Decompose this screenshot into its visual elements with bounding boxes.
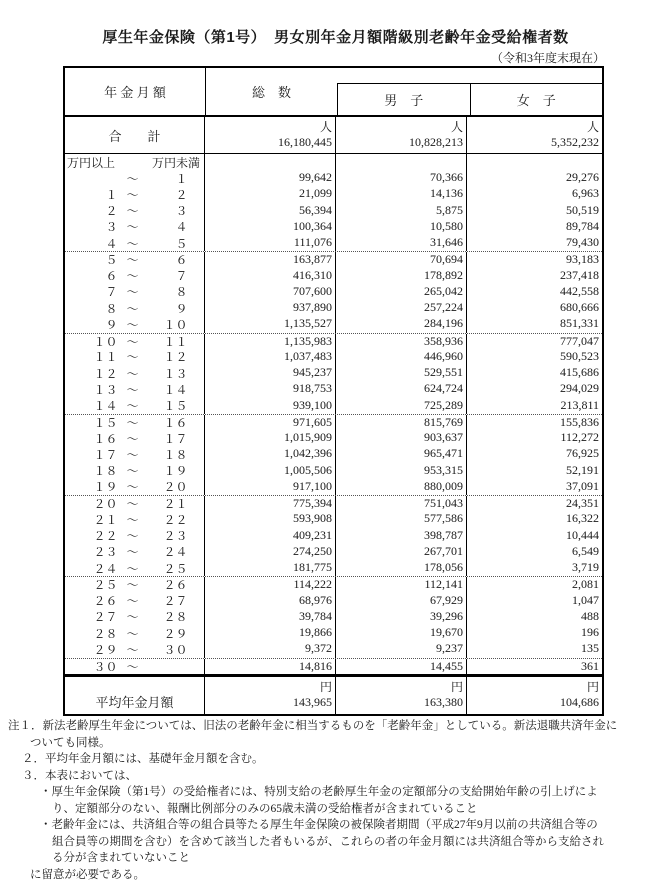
range-units-label: [65, 154, 205, 170]
tilde-separator: ～: [118, 170, 148, 187]
tilde-separator: ～: [118, 414, 148, 431]
range-cell: [65, 203, 205, 219]
total-count-cell: 917,100: [205, 479, 336, 495]
range-upper-value: ２１: [148, 495, 188, 512]
range-lower-value: １１: [82, 348, 118, 365]
range-cell: [65, 170, 205, 186]
tilde-separator: ～: [118, 430, 148, 447]
footnote-line: 注１．新法老齢厚生年金については、旧法の老齢年金に相当するものを「老齢年金」としている。新法退職共済年金に: [0, 718, 660, 735]
female-count-cell: 24,351: [467, 496, 602, 511]
range-upper-value: ９: [148, 300, 188, 317]
column-header-male: 男 子: [338, 84, 471, 115]
grand-total-row: [65, 117, 602, 154]
male-count-cell: 31,646: [336, 235, 467, 251]
table-row: [65, 495, 602, 511]
range-upper-value: １０: [148, 316, 188, 333]
range-cell: [65, 268, 205, 284]
range-cell: [65, 544, 205, 560]
table-header-right-area: [206, 68, 602, 115]
table-row: [65, 511, 602, 527]
total-count-cell: 163,877: [205, 252, 336, 267]
table-header-row: [65, 68, 602, 117]
tilde-separator: ～: [118, 495, 148, 512]
range-lower-value: １７: [82, 446, 118, 463]
range-upper-value: １: [148, 170, 188, 187]
male-count-cell: 725,289: [336, 398, 467, 414]
female-count-cell: 213,811: [467, 398, 602, 414]
female-count-cell: 1,047: [467, 593, 602, 609]
range-lower-value: ２６: [82, 592, 118, 609]
unit-persons: 人: [320, 120, 332, 135]
footnote-line: ついても同様。: [0, 735, 660, 752]
tilde-separator: ～: [118, 608, 148, 625]
footnote-line: に留意が必要である。: [0, 867, 660, 883]
tilde-separator: ～: [118, 560, 148, 577]
table-row: [65, 186, 602, 202]
tilde-separator: ～: [118, 365, 148, 382]
female-count-cell: 590,523: [467, 349, 602, 365]
table-row: [65, 349, 602, 365]
footnotes: [0, 718, 660, 883]
grand-total-female: [467, 117, 602, 153]
male-count-cell: 10,580: [336, 219, 467, 235]
grand-total-male: [336, 117, 467, 153]
range-cell: [65, 659, 205, 674]
tilde-separator: ～: [118, 658, 148, 675]
female-count-cell: 89,784: [467, 219, 602, 235]
range-cell: [65, 300, 205, 316]
tilde-separator: ～: [118, 462, 148, 479]
range-cell: [65, 235, 205, 251]
range-upper-value: ６: [148, 251, 188, 268]
footnote-line: ３．本表においては、: [0, 768, 660, 785]
female-count-cell: 2,081: [467, 577, 602, 592]
female-count-cell: 79,430: [467, 235, 602, 251]
range-lower-value: ２: [82, 202, 118, 219]
total-count-cell: 21,099: [205, 186, 336, 202]
female-count-cell: 415,686: [467, 365, 602, 381]
unit-yen: 円: [451, 680, 463, 695]
total-count-cell: 918,753: [205, 381, 336, 397]
female-count-cell: 112,272: [467, 430, 602, 446]
table-row: [65, 333, 602, 349]
total-count-cell: 39,784: [205, 609, 336, 625]
range-upper-value: ２２: [148, 511, 188, 528]
range-upper-value: １２: [148, 348, 188, 365]
female-count-cell: 680,666: [467, 300, 602, 316]
tilde-separator: ～: [118, 283, 148, 300]
column-header-pension-amount: 年 金 月 額: [65, 68, 206, 115]
tilde-separator: ～: [118, 202, 148, 219]
range-lower-value: １２: [82, 365, 118, 382]
range-cell: [65, 446, 205, 462]
total-count-cell: 1,005,506: [205, 463, 336, 479]
range-cell: [65, 415, 205, 430]
table-row: [65, 625, 602, 641]
tilde-separator: ～: [118, 267, 148, 284]
range-cell: [65, 186, 205, 202]
as-of-date-label: （令和3年度末現在）: [491, 49, 605, 66]
range-upper-value: ２７: [148, 592, 188, 609]
page-title: 厚生年金保険（第1号） 男女別年金月額階級別老齢年金受給権者数: [0, 26, 671, 47]
table-row: [65, 203, 602, 219]
table-row: [65, 479, 602, 495]
tilde-separator: ～: [118, 218, 148, 235]
total-count-cell: 416,310: [205, 268, 336, 284]
male-count-cell: 14,136: [336, 186, 467, 202]
male-count-cell: 903,637: [336, 430, 467, 446]
male-count-cell: 880,009: [336, 479, 467, 495]
female-count-cell: 50,519: [467, 203, 602, 219]
table-row: [65, 414, 602, 430]
range-cell: [65, 316, 205, 332]
female-count-cell: 16,322: [467, 511, 602, 527]
range-upper-value: ２８: [148, 608, 188, 625]
female-count-cell: 442,558: [467, 284, 602, 300]
range-cell: [65, 365, 205, 381]
range-upper-value: １７: [148, 430, 188, 447]
table-row: [65, 300, 602, 316]
range-lower-value: １５: [82, 414, 118, 431]
footnote-line: 組合員等の期間を含む）を含めて該当した者もいるが、これらの者の年金月額には共済組合等から支給され: [0, 834, 660, 851]
male-count-cell: 5,875: [336, 203, 467, 219]
average-female: [467, 677, 602, 714]
range-upper-value: ２０: [148, 478, 188, 495]
total-count-cell: 939,100: [205, 398, 336, 414]
total-count-cell: 1,042,396: [205, 446, 336, 462]
total-count-cell: 56,394: [205, 203, 336, 219]
tilde-separator: ～: [118, 576, 148, 593]
range-lower-value: １６: [82, 430, 118, 447]
total-count-cell: 1,135,527: [205, 316, 336, 332]
table-body: [65, 170, 602, 674]
range-lower-value: １４: [82, 397, 118, 414]
total-count-cell: 68,976: [205, 593, 336, 609]
range-upper-value: ３０: [148, 641, 188, 658]
range-cell: [65, 641, 205, 657]
range-lower-value: ２７: [82, 608, 118, 625]
footnote-line: ２．平均年金月額には、基礎年金月額を含む。: [0, 751, 660, 768]
range-upper-value: ７: [148, 267, 188, 284]
range-header-spacer: [205, 154, 336, 170]
table-row: [65, 641, 602, 657]
range-upper-value: ２９: [148, 625, 188, 642]
total-count-cell: 1,037,483: [205, 349, 336, 365]
footnote-line: ・老齢年金には、共済組合等の組合員等たる厚生年金保険の被保険者期間（平成27年9月以前の共済組合等の: [0, 817, 660, 834]
range-lower-value: ２３: [82, 543, 118, 560]
table-row: [65, 463, 602, 479]
range-upper-value: ２: [148, 186, 188, 203]
tilde-separator: ～: [118, 251, 148, 268]
female-count-cell: 155,836: [467, 415, 602, 430]
table-row: [65, 398, 602, 414]
table-row: [65, 316, 602, 332]
female-count-cell: 488: [467, 609, 602, 625]
tilde-separator: ～: [118, 333, 148, 350]
range-upper-value: ２５: [148, 560, 188, 577]
female-count-cell: 76,925: [467, 446, 602, 462]
tilde-separator: ～: [118, 186, 148, 203]
footnote-line: ・厚生年金保険（第1号）の受給権者には、特別支給の老齢厚生年金の定額部分の支給開始年齢の引上げによ: [0, 784, 660, 801]
tilde-separator: ～: [118, 235, 148, 252]
table-row: [65, 284, 602, 300]
range-lower-value: １８: [82, 462, 118, 479]
female-count-cell: 196: [467, 625, 602, 641]
table-row: [65, 576, 602, 592]
total-count-cell: 593,908: [205, 511, 336, 527]
range-lower-value: １９: [82, 478, 118, 495]
range-upper-value: １３: [148, 365, 188, 382]
range-header-spacer: [467, 154, 602, 170]
tilde-separator: ～: [118, 543, 148, 560]
range-upper-value: ８: [148, 283, 188, 300]
range-upper-value: ２４: [148, 543, 188, 560]
table-row: [65, 560, 602, 576]
range-upper-unit: 万円未満: [152, 154, 200, 171]
tilde-separator: ～: [118, 527, 148, 544]
total-count-cell: 971,605: [205, 415, 336, 430]
tilde-separator: ～: [118, 592, 148, 609]
unit-persons: 人: [587, 120, 599, 135]
total-count-cell: 409,231: [205, 528, 336, 544]
male-count-cell: 751,043: [336, 496, 467, 511]
range-cell: [65, 398, 205, 414]
range-cell: [65, 219, 205, 235]
range-lower-value: ２０: [82, 495, 118, 512]
table-row: [65, 365, 602, 381]
male-count-cell: 446,960: [336, 349, 467, 365]
range-cell: [65, 430, 205, 446]
male-count-cell: 953,315: [336, 463, 467, 479]
table-row: [65, 381, 602, 397]
range-upper-value: ４: [148, 218, 188, 235]
table-row: [65, 658, 602, 674]
average-row: [65, 674, 602, 714]
male-count-cell: 70,366: [336, 170, 467, 186]
range-lower-value: ２９: [82, 641, 118, 658]
female-count-cell: 6,549: [467, 544, 602, 560]
total-count-cell: 274,250: [205, 544, 336, 560]
tilde-separator: ～: [118, 348, 148, 365]
table-row: [65, 170, 602, 186]
range-cell: [65, 511, 205, 527]
male-count-cell: 398,787: [336, 528, 467, 544]
total-count-cell: 99,642: [205, 170, 336, 186]
male-count-cell: 358,936: [336, 334, 467, 349]
male-count-cell: 67,929: [336, 593, 467, 609]
unit-persons: 人: [451, 120, 463, 135]
grand-total-all-value: 16,180,445: [278, 135, 332, 150]
tilde-separator: ～: [118, 625, 148, 642]
range-cell: [65, 528, 205, 544]
range-upper-value: ５: [148, 235, 188, 252]
range-lower-value: ５: [82, 251, 118, 268]
average-all-value: 143,965: [293, 695, 332, 710]
range-lower-value: ８: [82, 300, 118, 317]
range-upper-value: １８: [148, 446, 188, 463]
range-lower-value: ２１: [82, 511, 118, 528]
female-count-cell: 93,183: [467, 252, 602, 267]
total-count-cell: 14,816: [205, 659, 336, 674]
range-cell: [65, 349, 205, 365]
tilde-separator: ～: [118, 478, 148, 495]
male-count-cell: 815,769: [336, 415, 467, 430]
male-count-cell: 529,551: [336, 365, 467, 381]
total-count-cell: 111,076: [205, 235, 336, 251]
female-count-cell: 361: [467, 659, 602, 674]
total-count-cell: 100,364: [205, 219, 336, 235]
footnote-line: る分が含まれていないこと: [0, 850, 660, 867]
range-lower-value: ２２: [82, 527, 118, 544]
range-lower-value: １: [82, 186, 118, 203]
range-upper-value: １６: [148, 414, 188, 431]
range-upper-value: １１: [148, 333, 188, 350]
tilde-separator: ～: [118, 381, 148, 398]
male-count-cell: 112,141: [336, 577, 467, 592]
table-row: [65, 235, 602, 251]
total-count-cell: 1,135,983: [205, 334, 336, 349]
grand-total-label: 合 計: [65, 117, 205, 153]
grand-total-female-value: 5,352,232: [551, 135, 599, 150]
grand-total-all: [205, 117, 336, 153]
tilde-separator: ～: [118, 300, 148, 317]
tilde-separator: ～: [118, 316, 148, 333]
range-cell: [65, 593, 205, 609]
range-cell: [65, 381, 205, 397]
unit-yen: 円: [587, 680, 599, 695]
average-all: [205, 677, 336, 714]
table-row: [65, 609, 602, 625]
range-lower-unit: 万円以上: [67, 154, 115, 171]
male-count-cell: 965,471: [336, 446, 467, 462]
range-units-row: [65, 154, 602, 170]
male-count-cell: 14,455: [336, 659, 467, 674]
table-row: [65, 430, 602, 446]
unit-yen: 円: [320, 680, 332, 695]
table-row: [65, 251, 602, 267]
male-count-cell: 178,892: [336, 268, 467, 284]
female-count-cell: 52,191: [467, 463, 602, 479]
range-cell: [65, 577, 205, 592]
female-count-cell: 6,963: [467, 186, 602, 202]
average-female-value: 104,686: [560, 695, 599, 710]
range-lower-value: ９: [82, 316, 118, 333]
range-lower-value: １０: [82, 333, 118, 350]
range-upper-value: １５: [148, 397, 188, 414]
total-count-cell: 9,372: [205, 641, 336, 657]
pension-table: [63, 66, 604, 716]
total-count-cell: 937,890: [205, 300, 336, 316]
grand-total-male-value: 10,828,213: [409, 135, 463, 150]
range-cell: [65, 560, 205, 576]
male-count-cell: 265,042: [336, 284, 467, 300]
range-lower-value: ３: [82, 218, 118, 235]
average-male-value: 163,380: [424, 695, 463, 710]
range-cell: [65, 496, 205, 511]
tilde-separator: ～: [118, 446, 148, 463]
range-cell: [65, 252, 205, 267]
range-lower-value: ４: [82, 235, 118, 252]
male-count-cell: 284,196: [336, 316, 467, 332]
female-count-cell: 237,418: [467, 268, 602, 284]
female-count-cell: 777,047: [467, 334, 602, 349]
female-count-cell: 851,331: [467, 316, 602, 332]
range-upper-value: ２６: [148, 576, 188, 593]
total-count-cell: 114,222: [205, 577, 336, 592]
tilde-separator: ～: [118, 397, 148, 414]
female-count-cell: 37,091: [467, 479, 602, 495]
range-lower-value: ２４: [82, 560, 118, 577]
column-header-total: 総 数: [206, 68, 337, 115]
total-count-cell: 19,866: [205, 625, 336, 641]
table-row: [65, 446, 602, 462]
total-count-cell: 181,775: [205, 560, 336, 576]
male-count-cell: 9,237: [336, 641, 467, 657]
male-count-cell: 267,701: [336, 544, 467, 560]
total-count-cell: 775,394: [205, 496, 336, 511]
male-count-cell: 178,056: [336, 560, 467, 576]
female-count-cell: 135: [467, 641, 602, 657]
male-count-cell: 624,724: [336, 381, 467, 397]
gender-header-box: [337, 83, 602, 115]
range-upper-value: １９: [148, 462, 188, 479]
range-cell: [65, 334, 205, 349]
average-male: [336, 677, 467, 714]
tilde-separator: ～: [118, 511, 148, 528]
female-count-cell: 3,719: [467, 560, 602, 576]
range-upper-value: ３: [148, 202, 188, 219]
table-row: [65, 544, 602, 560]
total-count-cell: 1,015,909: [205, 430, 336, 446]
range-lower-value: ２５: [82, 576, 118, 593]
female-count-cell: 10,444: [467, 528, 602, 544]
column-header-female: 女 子: [471, 84, 603, 115]
male-count-cell: 39,296: [336, 609, 467, 625]
table-row: [65, 528, 602, 544]
range-lower-value: ３０: [82, 658, 118, 675]
range-header-spacer: [336, 154, 467, 170]
range-lower-value: ７: [82, 283, 118, 300]
table-row: [65, 219, 602, 235]
male-count-cell: 577,586: [336, 511, 467, 527]
range-cell: [65, 463, 205, 479]
range-lower-value: １３: [82, 381, 118, 398]
male-count-cell: 257,224: [336, 300, 467, 316]
female-count-cell: 294,029: [467, 381, 602, 397]
range-lower-value: ２８: [82, 625, 118, 642]
table-row: [65, 593, 602, 609]
tilde-separator: ～: [118, 641, 148, 658]
male-count-cell: 70,694: [336, 252, 467, 267]
range-cell: [65, 479, 205, 495]
table-row: [65, 268, 602, 284]
total-count-cell: 945,237: [205, 365, 336, 381]
total-count-cell: 707,600: [205, 284, 336, 300]
range-cell: [65, 284, 205, 300]
footnote-line: り、定額部分のない、報酬比例部分のみの65歳未満の受給権者が含まれていること: [0, 801, 660, 818]
range-upper-value: １４: [148, 381, 188, 398]
female-count-cell: 29,276: [467, 170, 602, 186]
male-count-cell: 19,670: [336, 625, 467, 641]
range-cell: [65, 625, 205, 641]
average-row-label: 平均年金月額: [65, 677, 205, 714]
range-lower-value: ６: [82, 267, 118, 284]
range-upper-value: ２３: [148, 527, 188, 544]
range-cell: [65, 609, 205, 625]
